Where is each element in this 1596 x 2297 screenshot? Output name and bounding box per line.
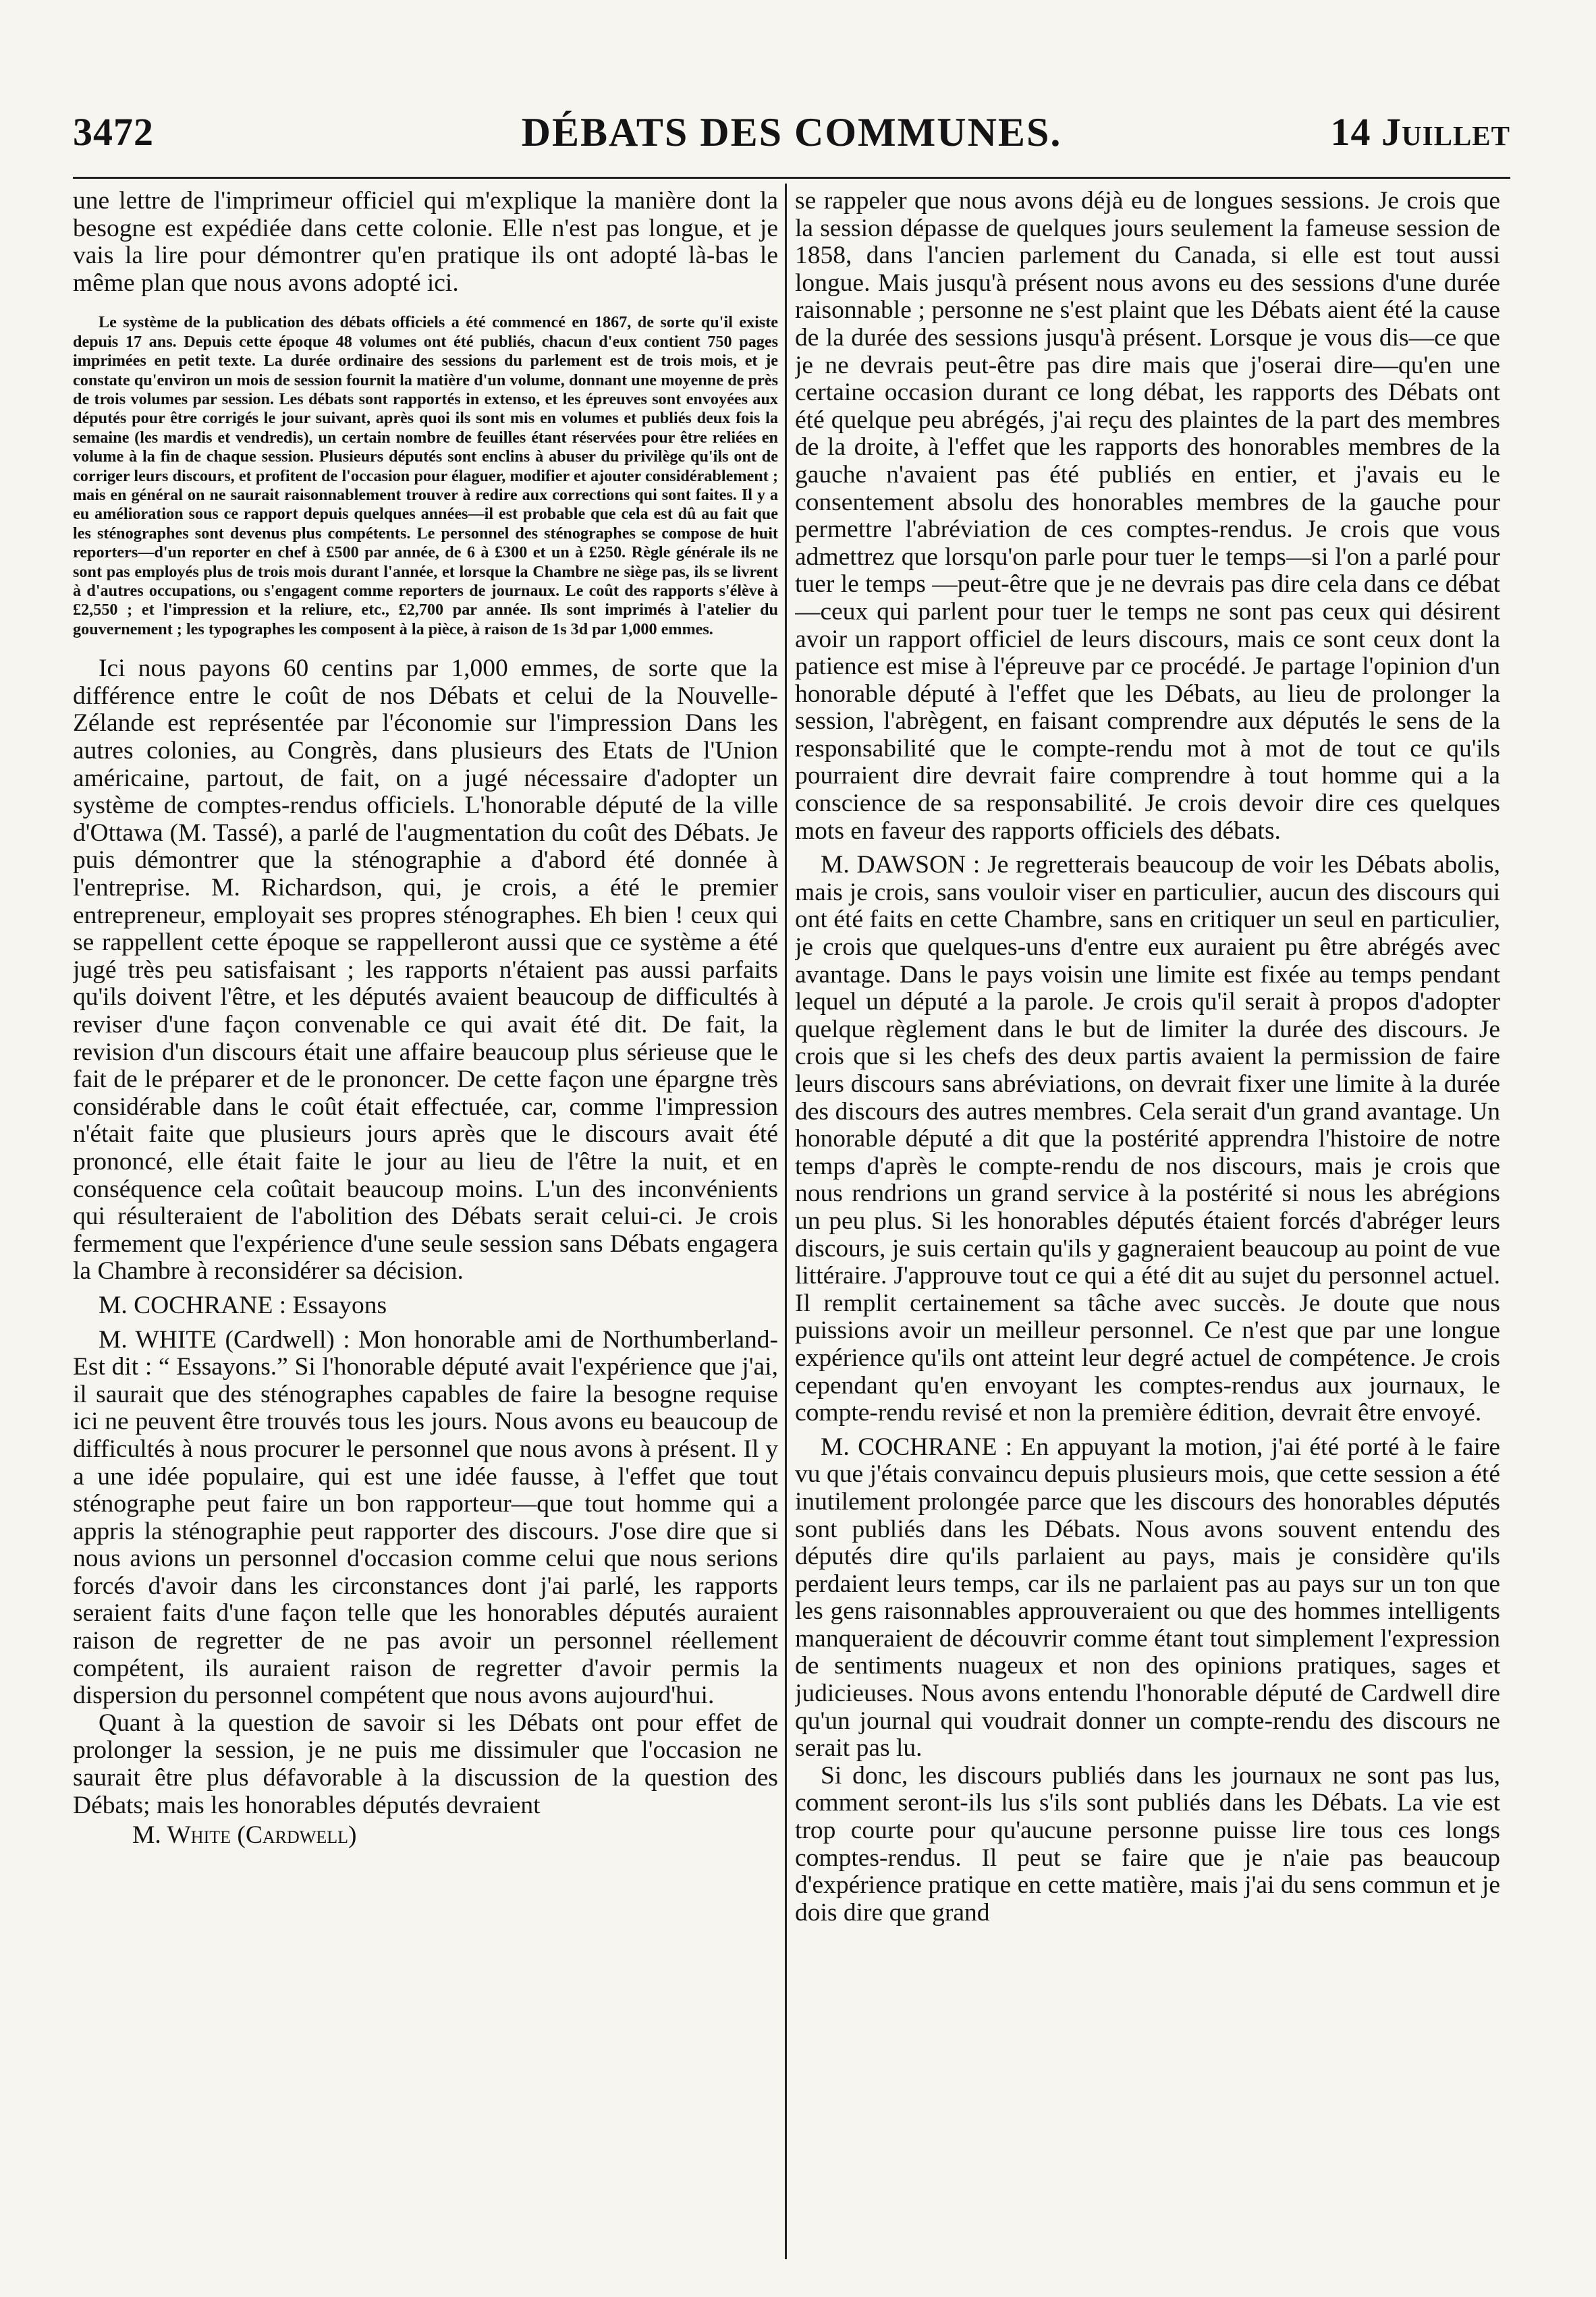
speech-dawson: [795, 852, 1500, 1427]
speaker-name: M. WHITE (Cardwell) :: [99, 1325, 350, 1354]
speech-cochrane: [795, 1434, 1500, 1763]
speech-text: Je regretterais beaucoup de voir les Débats abolis, mais je crois, sans vouloir viser en particulier, aucun des discours qui ont été faits en cette Chambre, sans en critiquer un seul en particulier, je crois que quelques-uns d'entre eux auraient pu être abrégés avec avantage. Dans le pays voisin une limite est fixée au temps pendant lequel un député a la parole. Je crois qu'il serait à propos d'adopter quelque règlement dans le but de limiter la durée des discours. Je crois que si les chefs des deux partis avaient la permission de faire leurs discours sans abréviations, on devrait fixer une limite à la durée des discours des autres membres. Cela serait d'un grand avantage. Un honorable député a dit que la postérité apprendra l'histoire de notre temps d'après le compte-rendu de nos discours, mais je crois que nous rendrions un grand service à la postérité si nous les abrégions un peu plus. Si les honorables députés étaient forcés d'abréger leurs discours, je suis certain qu'ils y gagneraient beaucoup au point de vue littéraire. J'approuve tout ce qui a été dit au sujet du personnel actuel. Il remplit certainement sa tâche avec succès. Je doute que nous puissions avoir un meilleur personnel. Ce n'est que par une longue expérience qu'ils ont atteint leur degré actuel de compétence. Je crois cependant qu'en envoyant les comptes-rendus aux journaux, le compte-rendu revisé et non la première édition, devrait être envoyé.: [795, 851, 1500, 1427]
speech-cochrane: [73, 1292, 778, 1320]
header-rule: [73, 177, 1510, 179]
paragraph: une lettre de l'imprimeur officiel qui m'explique la manière dont la besogne est expédiée dans cette colonie. Elle n'est pas longue, et je vais la lire pour démontrer qu'en pratique ils ont adopté là-bas le même plan que nous avons adopté ici.: [73, 188, 778, 297]
running-signature: M. White (Cardwell): [132, 1821, 357, 1850]
publication-title: DÉBATS DES COMMUNES.: [521, 110, 1062, 155]
paragraph: Ici nous payons 60 centins par 1,000 emmes, de sorte que la différence entre le coût de nos Débats et celui de la Nouvelle-Zélande est représentée par l'économie sur l'impression Dans les autres colonies, au Congrès, dans plusieurs des Etats de l'Union américaine, partout, de fait, on a jugé nécessaire d'adopter un système de comptes-rendus officiels. L'honorable député de la ville d'Ottawa (M. Tassé), a parlé de l'augmentation du coût des Débats. Je puis démontrer que la sténographie a d'abord été donnée à l'entreprise. M. Richardson, qui, je crois, a été le premier entrepreneur, employait ses propres sténographes. Eh bien ! ceux qui se rappellent cette époque se rappelleront aussi que ce système a été jugé très peu satisfaisant ; les rapports n'étaient pas aussi parfaits qu'ils doivent l'être, et les députés avaient beaucoup de difficultés à reviser d'une façon convenable ce qui avait été dit. De fait, la revision d'un discours était une affaire beaucoup plus sérieuse que le fait de le préparer et de le prononcer. De cette façon une épargne très considérable dans le coût était effectuée, car, comme l'impression n'était faite que plusieurs jours après que le discours avait été prononcé, elle était faite le jour au lieu de l'être la nuit, et en conséquence cela coûtait beaucoup moins. L'un des inconvénients qui résulteraient de l'abolition des Débats serait celui-ci. Je crois fermement que l'expérience d'une seule session sans Débats engagera la Chambre à reconsidérer sa décision.: [73, 655, 778, 1285]
speaker-name: M. COCHRANE :: [821, 1433, 1013, 1461]
page-date: 14 Juillet: [1330, 110, 1510, 154]
paragraph: se rappeler que nous avons déjà eu de longues sessions. Je crois que la session dépasse de quelques jours seulement la fameuse session de 1858, dans l'ancien parlement du Canada, si elle est tout aussi longue. Mais jusqu'à présent nous avons eu des sessions d'une durée raisonnable ; personne ne s'est plaint que les Débats aient été la cause de la durée des sessions jusqu'à présent. Lorsque je vous dis—ce que je ne devrais peut-être pas dire mais que j'oserai dire—qu'en une certaine occasion durant ce long débat, les rapports des Débats ont été quelque peu abrégés, j'ai reçu des plaintes de la part des membres de la droite, à l'effet que les rapports des honorables membres de la gauche n'avaient pas été publiés en entier, et j'avais eu le consentement absolu des honorables membres de la gauche pour permettre l'abréviation de ces comptes-rendus. Je crois que vous admettrez que lorsqu'on parle pour tuer le temps—si l'on a parlé pour tuer le temps —peut-être que je ne devrais pas dire cela dans ce débat—ceux qui parlent pour tuer le temps ne sont pas ceux qui désirent avoir un rapport officiel de leurs discours, mais ce sont ceux dont la patience est mise à l'épreuve par ce procédé. Je partage l'opinion d'un honorable député à l'effet que les Débats, au lieu de prolonger la session, l'abrègent, en faisant comprendre aux députés le sens de la responsabilité que le compte-rendu mot à mot de tout ce qu'ils pourraient dire devrait faire comprendre à tout homme qui a la conscience de sa responsabilité. Je crois devoir dire ces quelques mots en faveur des rapports officiels des débats.: [795, 188, 1500, 845]
paragraph: Si donc, les discours publiés dans les journaux ne sont pas lus, comment seront-ils lus s'ils sont publiés dans les Débats. La vie est trop courte pour qu'aucune personne puisse lire tous ces longs comptes-rendus. Il peut se faire que je n'aie pas beaucoup d'expérience pratique en cette matière, mais j'ai du sens commun et je dois dire que grand: [795, 1761, 1500, 1927]
page-number: 3472: [73, 110, 154, 154]
column-divider: [785, 184, 787, 2259]
quoted-letter: Le système de la publication des débats officiels a été commencé en 1867, de sorte qu'il existe depuis 17 ans. Depuis cette époque 48 volumes ont été publiés, chacun d'eux contient 750 pages imprimées en petit texte. La durée ordinaire des sessions du parlement est de trois mois, et je constate qu'environ un mois de session fournit la matière d'un volume, donnant une moyenne de près de trois volumes par session. Les débats sont rapportés in extenso, et les épreuves sont envoyées aux députés pour être corrigés le jour suivant, après quoi ils sont mis en volumes et publiés deux fois la semaine (les mardis et vendredis), un certain nombre de feuilles étant réservées pour être reliées en volume à la fin de chaque session. Plusieurs députés sont enclins à abuser du privilège qu'ils ont de corriger leurs discours, et profitent de l'occasion pour élaguer, modifier et ajouter considérablement ; mais en général on ne saurait raisonnablement trouver à redire aux corrections qui sont faites. Il y a eu amélioration sous ce rapport depuis quelques années—il est probable que cela est dû au fait que les sténographes sont devenus plus compétents. Le personnel des sténographes se compose de huit reporters—d'un reporter en chef à £500 par année, de 6 à £300 et un à £250. Règle générale ils ne sont pas employés plus de trois mois durant l'année, et lorsque la Chambre ne siège pas, ils se livrent à d'autres occupations, ou s'engagent comme reporters de journaux. Le coût des rapports s'élève à £2,550 ; et l'impression et la reliure, etc., £2,700 par année. Ils sont imprimés à l'atelier du gouvernement ; les typographes les composent à la pièce, à raison de 1s 3d par 1,000 emmes.: [73, 313, 778, 638]
left-column: [73, 188, 778, 2273]
right-column: [795, 188, 1500, 2273]
speech-white: [73, 1327, 778, 1710]
speech-text: En appuyant la motion, j'ai été porté à le faire vu que j'étais convaincu depuis plusieurs mois, que cette session a été inutilement prolongée parce que les discours des honorables députés sont publiés dans les Débats. Nous avons souvent entendu des députés dire qu'ils parlaient au pays, mais je considère qu'ils perdaient leurs temps, car ils ne parlaient pas au pays sur un ton que les gens raisonnables approuveraient ou que des hommes intelligents manqueraient de découvrir comme étant tout simplement l'expression de sentiments nuageux et non des opinions pratiques, sages et judicieuses. Nous avons entendu l'honorable député de Cardwell dire qu'un journal qui voudrait donner un compte-rendu des discours ne serait pas lu.: [795, 1433, 1500, 1763]
page-header: [73, 109, 1510, 163]
paragraph: Quant à la question de savoir si les Débats ont pour effet de prolonger la session, je ne puis me dissimuler que l'occasion ne saurait être plus défavorable à la discussion de la question des Débats; mais les honorables députés devraient: [73, 1709, 778, 1819]
speaker-name: M. COCHRANE :: [99, 1291, 287, 1319]
speech-text: Mon honorable ami de Northumberland-Est dit : “ Essayons.” Si l'honorable député avait l'expérience que j'ai, il saurait que des sténographes capables de faire la besogne requise ici ne peuvent être trouvés tous les jours. Nous avons eu beaucoup de difficultés à nous procurer le personnel que nous avons à présent. Il y a une idée populaire, qui est une idée fausse, à l'effet que tout sténographe peut faire un bon rapporteur—que tout homme qui a appris la sténographie peut rapporter des discours. J'ose dire que si nous avions un personnel d'occasion comme celui que nous serions forcés d'avoir dans les circonstances dont j'ai parlé, les rapports seraient faits d'une façon telle que les honorables députés auraient raison de regretter de ne pas avoir un personnel réellement compétent, ils auraient raison de regretter d'avoir permis la dispersion du personnel compétent que nous avons aujourd'hui.: [73, 1325, 778, 1710]
speech-text: Essayons: [286, 1291, 387, 1319]
speaker-name: M. DAWSON :: [821, 851, 981, 879]
